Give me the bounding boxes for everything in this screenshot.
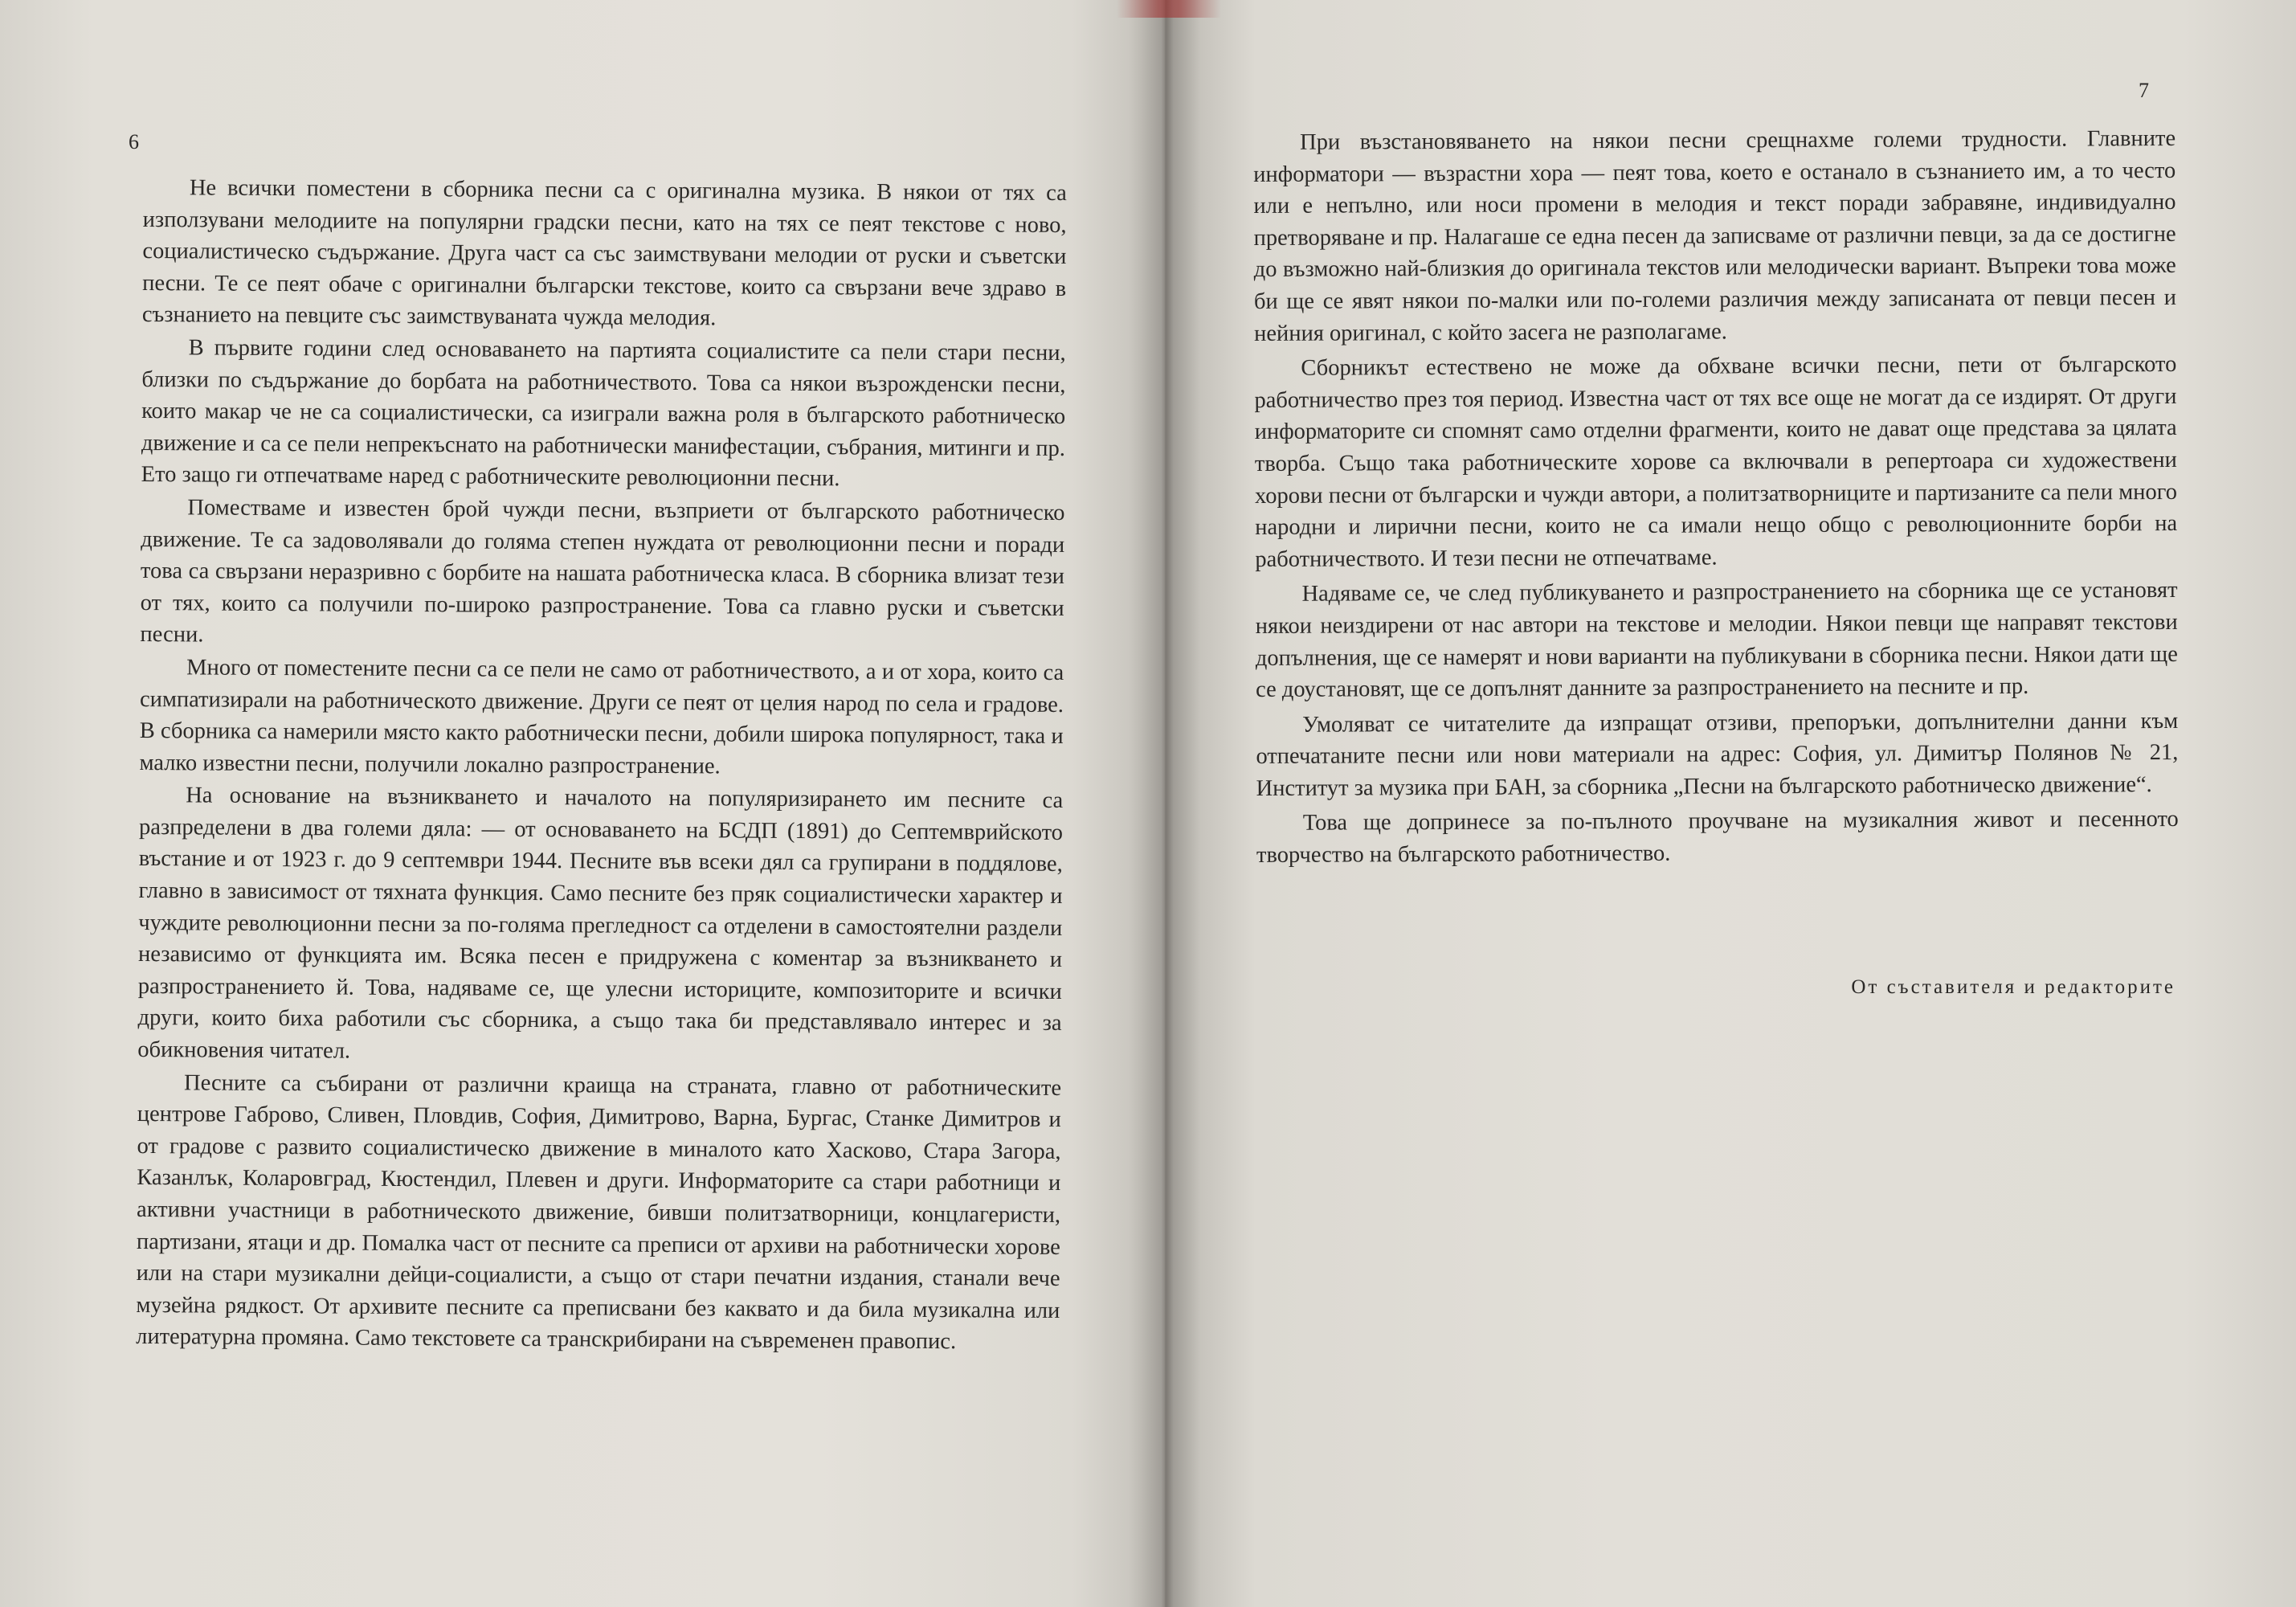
book-cover-edge <box>1117 0 1221 18</box>
page-number-right: 7 <box>2139 79 2149 102</box>
right-page-text <box>1253 123 2179 875</box>
paragraph: Поместваме и известен брой чужди песни, възприети от българското работническо движение. Те са задоволявали до голяма степен нуждата от революционни песни и поради това са свързани неразривно с борбите на нашата работническа класа. В сборника влизат тези от тях, които са получили по-широко разпространение. Това са главно руски и съветски песни. <box>140 495 1065 648</box>
paragraph: Умоляват се читателите да изпращат отзиви, препоръки, допълнителни данни към отпечатаните песни или нови материали на адрес: София, ул. Димитър Полянов № 21, Институт за музика при БАН, за сборника „Песни на българското работническо движение“. <box>1256 708 2179 801</box>
signature: От съставителя и редакторите <box>1851 976 2175 998</box>
paragraph: Надяваме се, че след публикуването и разпространението на сборника ще се установят някои неиздирени от нас автори на текстове и мелодии. Някои певци ще направят текстови допълнения, ще се намерят и нови варианти на публикувани в сборника песни. Някои дати ще се доустановят, ще се допълнят данните за разпространението на песните и пр. <box>1255 578 2178 703</box>
paragraph: При възстановяването на някои песни срещнахме големи трудности. Главните информатори — възрастни хора — пеят това, което е останало в съзнанието им, а то често или е непълно, или носи промени в мелодия и текст поради забравяне, индивидуално претворяване и пр. Налагаше се една песен да записваме от различни певци, за да се достигне до възможно най-близкия до оригинала текстов или мелодически вариант. Въпреки това може би ще се явят някои по-малки или по-големи различия между записаната от певци песен и нейния оригинал, с който засега не разполагаме. <box>1253 125 2177 346</box>
paragraph: Това ще допринесе за по-пълното проучване на музикалния живот и песенното творчество на българското работничество. <box>1256 807 2179 869</box>
right-page <box>1165 0 2296 1607</box>
paragraph: Не всички поместени в сборника песни са с оригинална музика. В някои от тях са използувани мелодиите на популярни градски песни, като на тях се пеят текстове с ново, социалистическо съдържание. Друга част са със заимствувани мелодии от руски и съветски песни. Те се пеят обаче с оригинални български текстове, които са свързани вече здраво в съзнанието на певците със заимствуваната чужда мелодия. <box>141 175 1067 331</box>
paragraph: Сборникът естествено не може да обхване всички песни, пети от българското работничество през тоя период. Известна част от тях все още не могат да се издирят. От други информаторите си спомнят само отделни фрагменти, които не дават още представа за цялата творба. Също така работническите хорове са включвали в репертоара си художествени хорови песни от български и чужди автори, а политзатворниците и партизаните са пели много народни и лирични песни, които не са имали нещо общо с революционните борби на работничеството. И тези песни не отпечатваме. <box>1254 352 2178 572</box>
paragraph: На основание на възникването и началото на популяризирането им песните са разпределени в два големи дяла: — от основаването на БСДП (1891) до Септемврийското въстание и от 1923 г. до 9 септември 1944. Песните във всеки дял са групирани в поддялове, главно в зависимост от тяхната функция. Само песните без пряк социалистически характер и чуждите революционни песни за по-голяма прегледност са отделени в самостоятелни раздели независимо от функцията им. Всяка песен е придружена с коментар за възникването и разпространението й. Това, надяваме се, ще улесни историците, композиторите и всички други, които биха работили със сборника, а също така би представлявало интерес и за обикновения читател. <box>137 783 1064 1064</box>
paragraph: Много от поместените песни са се пели не само от работничеството, а и от хора, които са симпатизирали на работническото движение. Други се пеят от целия народ по села и градове. В сборника са намерили място както работнически песни, добили широка популярност, така и малко известни песни, получили локално разпространение. <box>139 655 1064 779</box>
paragraph: Песните са събирани от различни краища на страната, главно от работническите центрове Габрово, Сливен, Пловдив, София, Димитрово, Варна, Бургас, Станке Димитров и от градове с развито социалистическо движение в миналото като Хасково, Стара Загора, Казанлък, Коларовград, Кюстендил, Плевен и други. Информаторите са стари работници и активни участници в работническото движение, бивши политзатворници, концлагеристи, партизани, ятаци и др. Помалка част от песните са преписи от архиви на работнически хорове или на стари музикални дейци-социалисти, а също от стари печатни издания, станали вече музейна рядкост. От архивите песните са преписвани без каквато и да била музикална или литературна промяна. Само текстовете са транскрибирани на съвременен правопис. <box>136 1069 1062 1355</box>
left-page-text <box>136 172 1067 1360</box>
page-number-left: 6 <box>129 130 139 153</box>
paragraph: В първите години след основаването на партията социалистите са пели стари песни, близки по съдържание до борбата на работничеството. Това са някои възрожденски песни, които макар че не са социалистически, са изиграли важна роля в българското работническо движение и са се пели непрекъснато на работнически манифестации, събрания, митинги и пр. Ето защо ги отпечатваме наред с работническите революционни песни. <box>141 335 1066 492</box>
